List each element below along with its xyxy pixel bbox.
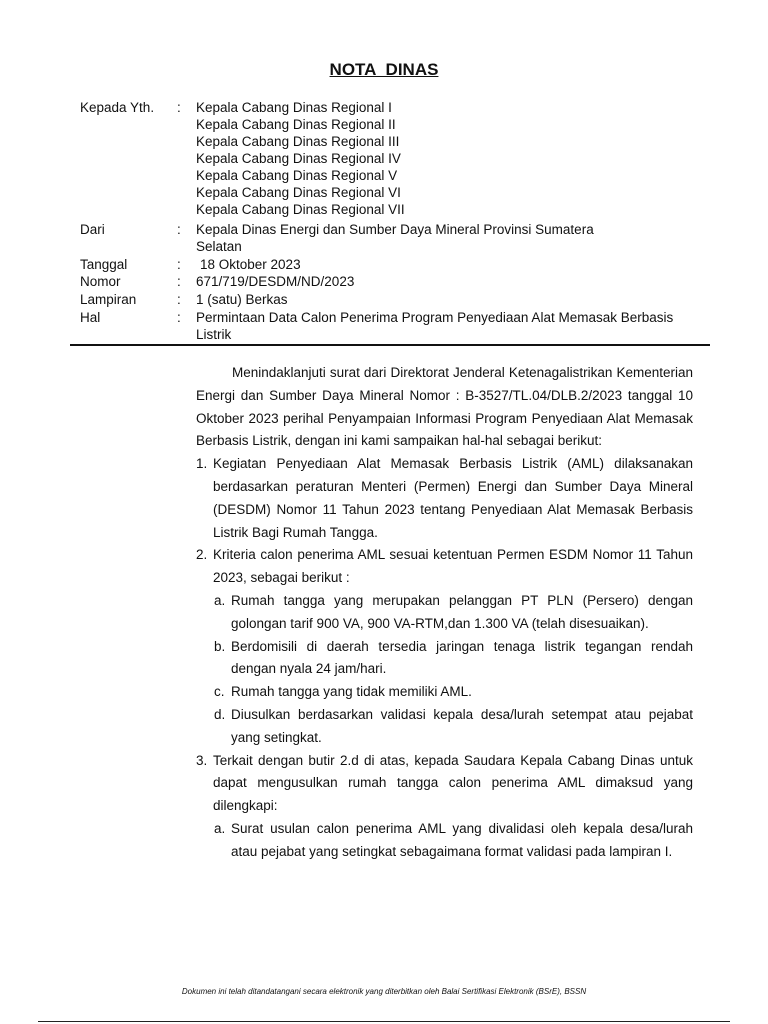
sub-item — [196, 636, 693, 682]
e-signature-footer: Dokumen ini telah ditandatangani secara elektronik yang diterbitkan oleh Balai Sertifikasi Elektronik (BSrE), BSSN — [181, 987, 587, 996]
colon: : — [177, 100, 181, 115]
sub-item-text: Rumah tangga yang tidak memiliki AML. — [231, 684, 472, 700]
kepada-label: Kepada Yth. — [80, 100, 155, 115]
colon: : — [177, 292, 181, 307]
dari-line: Kepala Dinas Energi dan Sumber Daya Mineral Provinsi Sumatera — [196, 222, 594, 237]
dari-label: Dari — [80, 222, 105, 237]
header-divider — [70, 344, 710, 346]
sub-item-text: Rumah tangga yang merupakan pelanggan PT PLN (Persero) dengan golongan tarif 900 VA, 900 VA-RTM,dan 1.300 VA (telah disesuaikan). — [231, 592, 693, 631]
recipient-line: Kepala Cabang Dinas Regional II — [196, 117, 396, 132]
sub-item — [196, 590, 693, 636]
item-number: 2. — [196, 547, 208, 563]
sub-item-letter: d. — [214, 706, 226, 722]
sub-item-letter: a. — [214, 820, 226, 836]
sub-item-letter: c. — [214, 684, 225, 700]
footer-divider — [38, 1021, 730, 1022]
recipient-line: Kepala Cabang Dinas Regional V — [196, 168, 398, 183]
nomor-label: Nomor — [80, 274, 121, 289]
nomor-value: 671/719/DESDM/ND/2023 — [196, 274, 355, 289]
sub-item-text: Surat usulan calon penerima AML yang divalidasi oleh kepala desa/lurah atau pejabat yang setingkat sebagaimana format validasi pada lampiran I. — [231, 820, 693, 859]
lampiran-value: 1 (satu) Berkas — [196, 292, 288, 307]
colon: : — [177, 257, 181, 272]
memo-body — [196, 362, 693, 864]
colon: : — [177, 274, 181, 289]
recipient-line: Kepala Cabang Dinas Regional IV — [196, 151, 401, 166]
colon: : — [177, 310, 181, 325]
hal-value: Permintaan Data Calon Penerima Program Penyediaan Alat Memasak Berbasis Listrik — [196, 310, 674, 342]
tanggal-label: Tanggal — [80, 257, 128, 272]
lampiran-label: Lampiran — [80, 292, 137, 307]
intro-paragraph: Menindaklanjuti surat dari Direktorat Jenderal Ketenagalistrikan Kementerian Energi dan Sumber Daya Mineral Nomor : B-3527/TL.04/DLB.2/2023 tanggal 10 Oktober 2023 perihal Penyampaian Informasi Program Penyediaan Alat Memasak Berbasis Listrik, dengan ini kami sampaikan hal-hal sebagai berikut: — [196, 365, 693, 449]
sub-item — [196, 818, 693, 864]
kepada-list — [196, 99, 666, 218]
item-number: 1. — [196, 456, 208, 472]
sub-item-text: Berdomisili di daerah tersedia jaringan tenaga listrik tegangan rendah dengan nyala 24 jam/hari. — [231, 638, 693, 677]
item-text: Terkait dengan butir 2.d di atas, kepada Saudara Kepala Cabang Dinas untuk dapat mengusulkan rumah tangga calon penerima AML dimaksud yang dilengkapi: — [213, 752, 693, 814]
tanggal-value: 18 Oktober 2023 — [200, 257, 301, 272]
sub-item — [196, 704, 693, 750]
list-item — [196, 453, 693, 544]
sub-item-letter: b. — [214, 638, 226, 654]
recipient-line: Kepala Cabang Dinas Regional I — [196, 100, 392, 115]
item-number: 3. — [196, 752, 208, 768]
sub-item — [196, 681, 693, 704]
hal-label: Hal — [80, 310, 101, 325]
dari-line: Selatan — [196, 239, 242, 254]
dari-value — [196, 221, 666, 255]
colon: : — [177, 222, 181, 237]
page-title: NOTA DINAS — [329, 60, 439, 79]
recipient-line: Kepala Cabang Dinas Regional III — [196, 134, 400, 149]
recipient-line: Kepala Cabang Dinas Regional VII — [196, 202, 405, 217]
item-text: Kriteria calon penerima AML sesuai ketentuan Permen ESDM Nomor 11 Tahun 2023, sebagai berikut : — [213, 547, 693, 586]
recipient-line: Kepala Cabang Dinas Regional VI — [196, 185, 401, 200]
sub-item-text: Diusulkan berdasarkan validasi kepala desa/lurah setempat atau pejabat yang setingkat. — [231, 706, 693, 745]
list-item — [196, 750, 693, 818]
list-item — [196, 544, 693, 590]
item-text: Kegiatan Penyediaan Alat Memasak Berbasis Listrik (AML) dilaksanakan berdasarkan peraturan Menteri (Permen) Energi dan Sumber Daya Mineral (DESDM) Nomor 11 Tahun 2023 tentang Penyediaan Alat Memasak Berbasis Listrik Bagi Rumah Tangga. — [213, 456, 693, 540]
sub-item-letter: a. — [214, 592, 226, 608]
